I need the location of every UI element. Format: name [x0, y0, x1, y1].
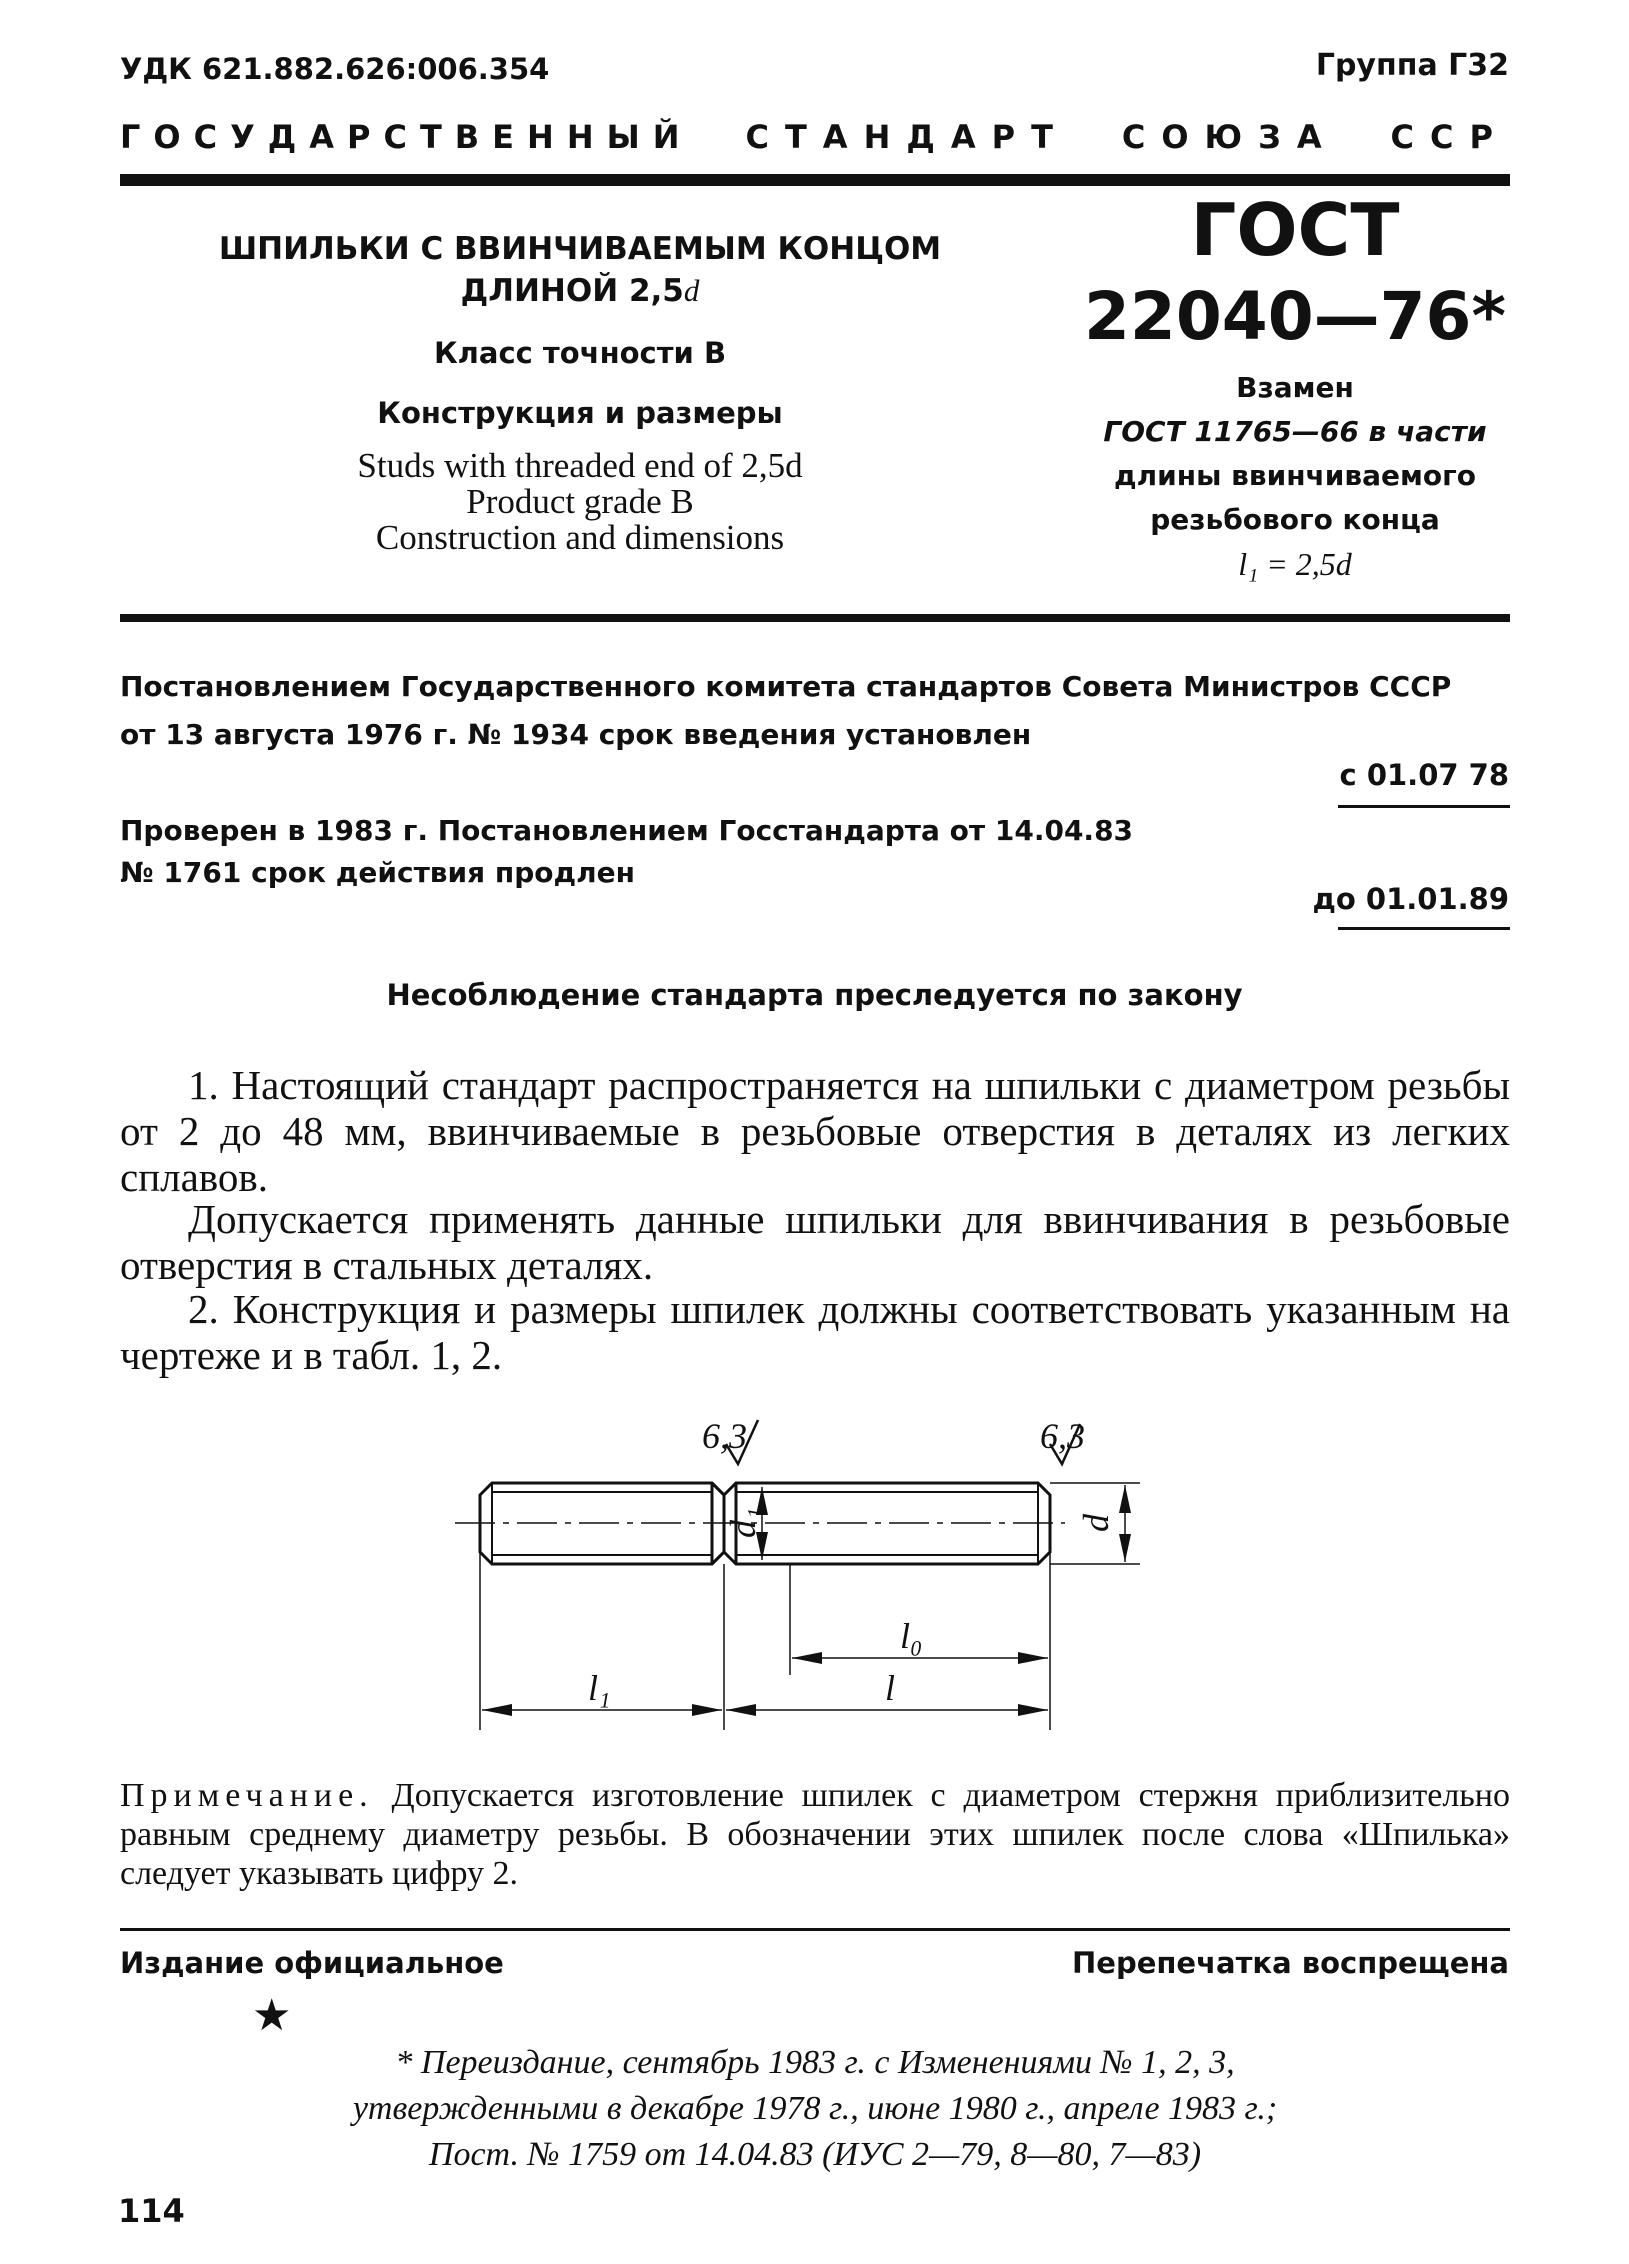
- reissue-note: [150, 2040, 1480, 2178]
- arrow-l-left: [726, 1704, 756, 1716]
- state-standard-heading: [120, 118, 1509, 156]
- reissue-line-2: утвержденными в декабре 1978 г., июне 1980 г., апреле 1983 г.;: [352, 2090, 1278, 2127]
- star-icon: ★: [252, 1990, 292, 2041]
- replace-line-1: ГОСТ 11765—66 в части: [1103, 415, 1487, 448]
- title-line-2-d: d: [683, 273, 700, 308]
- date-introduced: с 01.07 78: [1339, 758, 1509, 792]
- udk-code: УДК 621.882.626:006.354: [120, 52, 550, 86]
- group-code: Группа Г32: [1315, 48, 1509, 83]
- english-title: [200, 448, 960, 556]
- reprint-forbidden: Перепечатка воспрещена: [1072, 1946, 1509, 1980]
- construction-heading: Конструкция и размеры: [377, 396, 783, 430]
- state-standard-word-2: СТАНДАРТ: [745, 118, 1069, 156]
- date-extended: до 01.01.89: [1312, 882, 1509, 916]
- thread-length-formula: l₁ = 2,5d: [1238, 546, 1352, 582]
- checked-text: [120, 810, 1320, 894]
- english-title-line-2: Product grade B: [466, 482, 694, 521]
- top-thick-rule: [120, 174, 1510, 186]
- official-edition: Издание официальное: [120, 1946, 504, 1980]
- roughness-label-right: 6,3: [1040, 1416, 1085, 1456]
- label-d1: d₁: [723, 1507, 763, 1538]
- page-number: 114: [118, 2192, 185, 2230]
- paragraph-2: Допускается применять данные шпильки для ввинчивания в резьбовые отверстия в стальных деталях.: [120, 1196, 1510, 1288]
- accuracy-class: Класс точности В: [433, 336, 727, 370]
- note-text: Допускается изготовление шпилек с диаметром стержня приблизительно равным среднему диаметру резьбы. В обозначении этих шпилек после слова «Шпилька» следует указывать цифру 2.: [120, 1777, 1511, 1892]
- title-line-2-text: ДЛИНОЙ 2,5: [460, 273, 684, 309]
- arrow-l0-right: [1018, 1652, 1048, 1664]
- checked-line-2: № 1761 срок действия продлен: [120, 856, 635, 889]
- arrow-l0-left: [792, 1652, 822, 1664]
- state-standard-word-3: СОЮЗА: [1121, 118, 1338, 156]
- gost-number: 22040—76*: [1084, 278, 1506, 355]
- reissue-line-3: Пост. № 1759 от 14.04.83 (ИУС 2—79, 8—80, 7—83): [428, 2136, 1202, 2173]
- label-l1: l₁: [588, 1668, 611, 1708]
- title-line-2: [200, 270, 960, 312]
- decree-line-1: Постановлением Государственного комитета стандартов Совета Министров СССР: [120, 670, 1452, 703]
- violation-notice: Несоблюдение стандарта преследуется по закону: [386, 978, 1243, 1012]
- label-l: l: [885, 1668, 896, 1708]
- stud-drawing: [440, 1410, 1200, 1755]
- arrow-d-bottom: [1119, 1534, 1131, 1562]
- date-extended-underline: [1338, 927, 1510, 930]
- title-block: [200, 228, 960, 556]
- note: [120, 1776, 1510, 1893]
- label-l0: l₀: [900, 1616, 923, 1656]
- gost-word: ГОСТ: [1190, 188, 1400, 272]
- roughness-label-left: 6,3: [702, 1416, 747, 1456]
- replace-line-3: резьбового конца: [1150, 503, 1440, 536]
- state-standard-word-4: ССР: [1390, 118, 1509, 156]
- decree-line-2: от 13 августа 1976 г. № 1934 срок введения установлен: [120, 718, 1032, 751]
- paragraph-3: 2. Конструкция и размеры шпилек должны соответствовать указанным на чертеже и в табл. 1, 2.: [120, 1286, 1510, 1378]
- arrow-l1-right: [692, 1704, 722, 1716]
- english-title-line-3: Construction and dimensions: [375, 518, 785, 557]
- middle-thick-rule: [120, 614, 1510, 622]
- state-standard-word-1: ГОСУДАРСТВЕННЫЙ: [120, 118, 693, 156]
- english-title-line-1: Studs with threaded end of 2,5d: [357, 446, 803, 485]
- replace-heading: Взамен: [1236, 371, 1354, 404]
- arrow-d-top: [1119, 1485, 1131, 1513]
- title-line-1: ШПИЛЬКИ С ВВИНЧИВАЕМЫМ КОНЦОМ: [218, 231, 942, 267]
- paragraph-1: 1. Настоящий стандарт распространяется на шпильки с диаметром резьбы от 2 до 48 мм, ввинчиваемые в резьбовые отверстия в деталях из легких сплавов.: [120, 1062, 1510, 1200]
- checked-line-1: Проверен в 1983 г. Постановлением Госстандарта от 14.04.83: [120, 814, 1134, 847]
- arrow-l1-left: [482, 1704, 512, 1716]
- arrow-l-right: [1018, 1704, 1048, 1716]
- decree-text: [120, 663, 1520, 759]
- reissue-line-1: * Переиздание, сентябрь 1983 г. с Изменениями № 1, 2, 3,: [395, 2044, 1235, 2081]
- date-introduced-underline: [1338, 805, 1510, 808]
- footer-rule: [120, 1928, 1510, 1931]
- gost-block: [1060, 188, 1530, 586]
- note-label: Примечание.: [120, 1777, 374, 1814]
- label-d: d: [1076, 1514, 1116, 1532]
- replace-line-2: длины ввинчиваемого: [1114, 459, 1476, 492]
